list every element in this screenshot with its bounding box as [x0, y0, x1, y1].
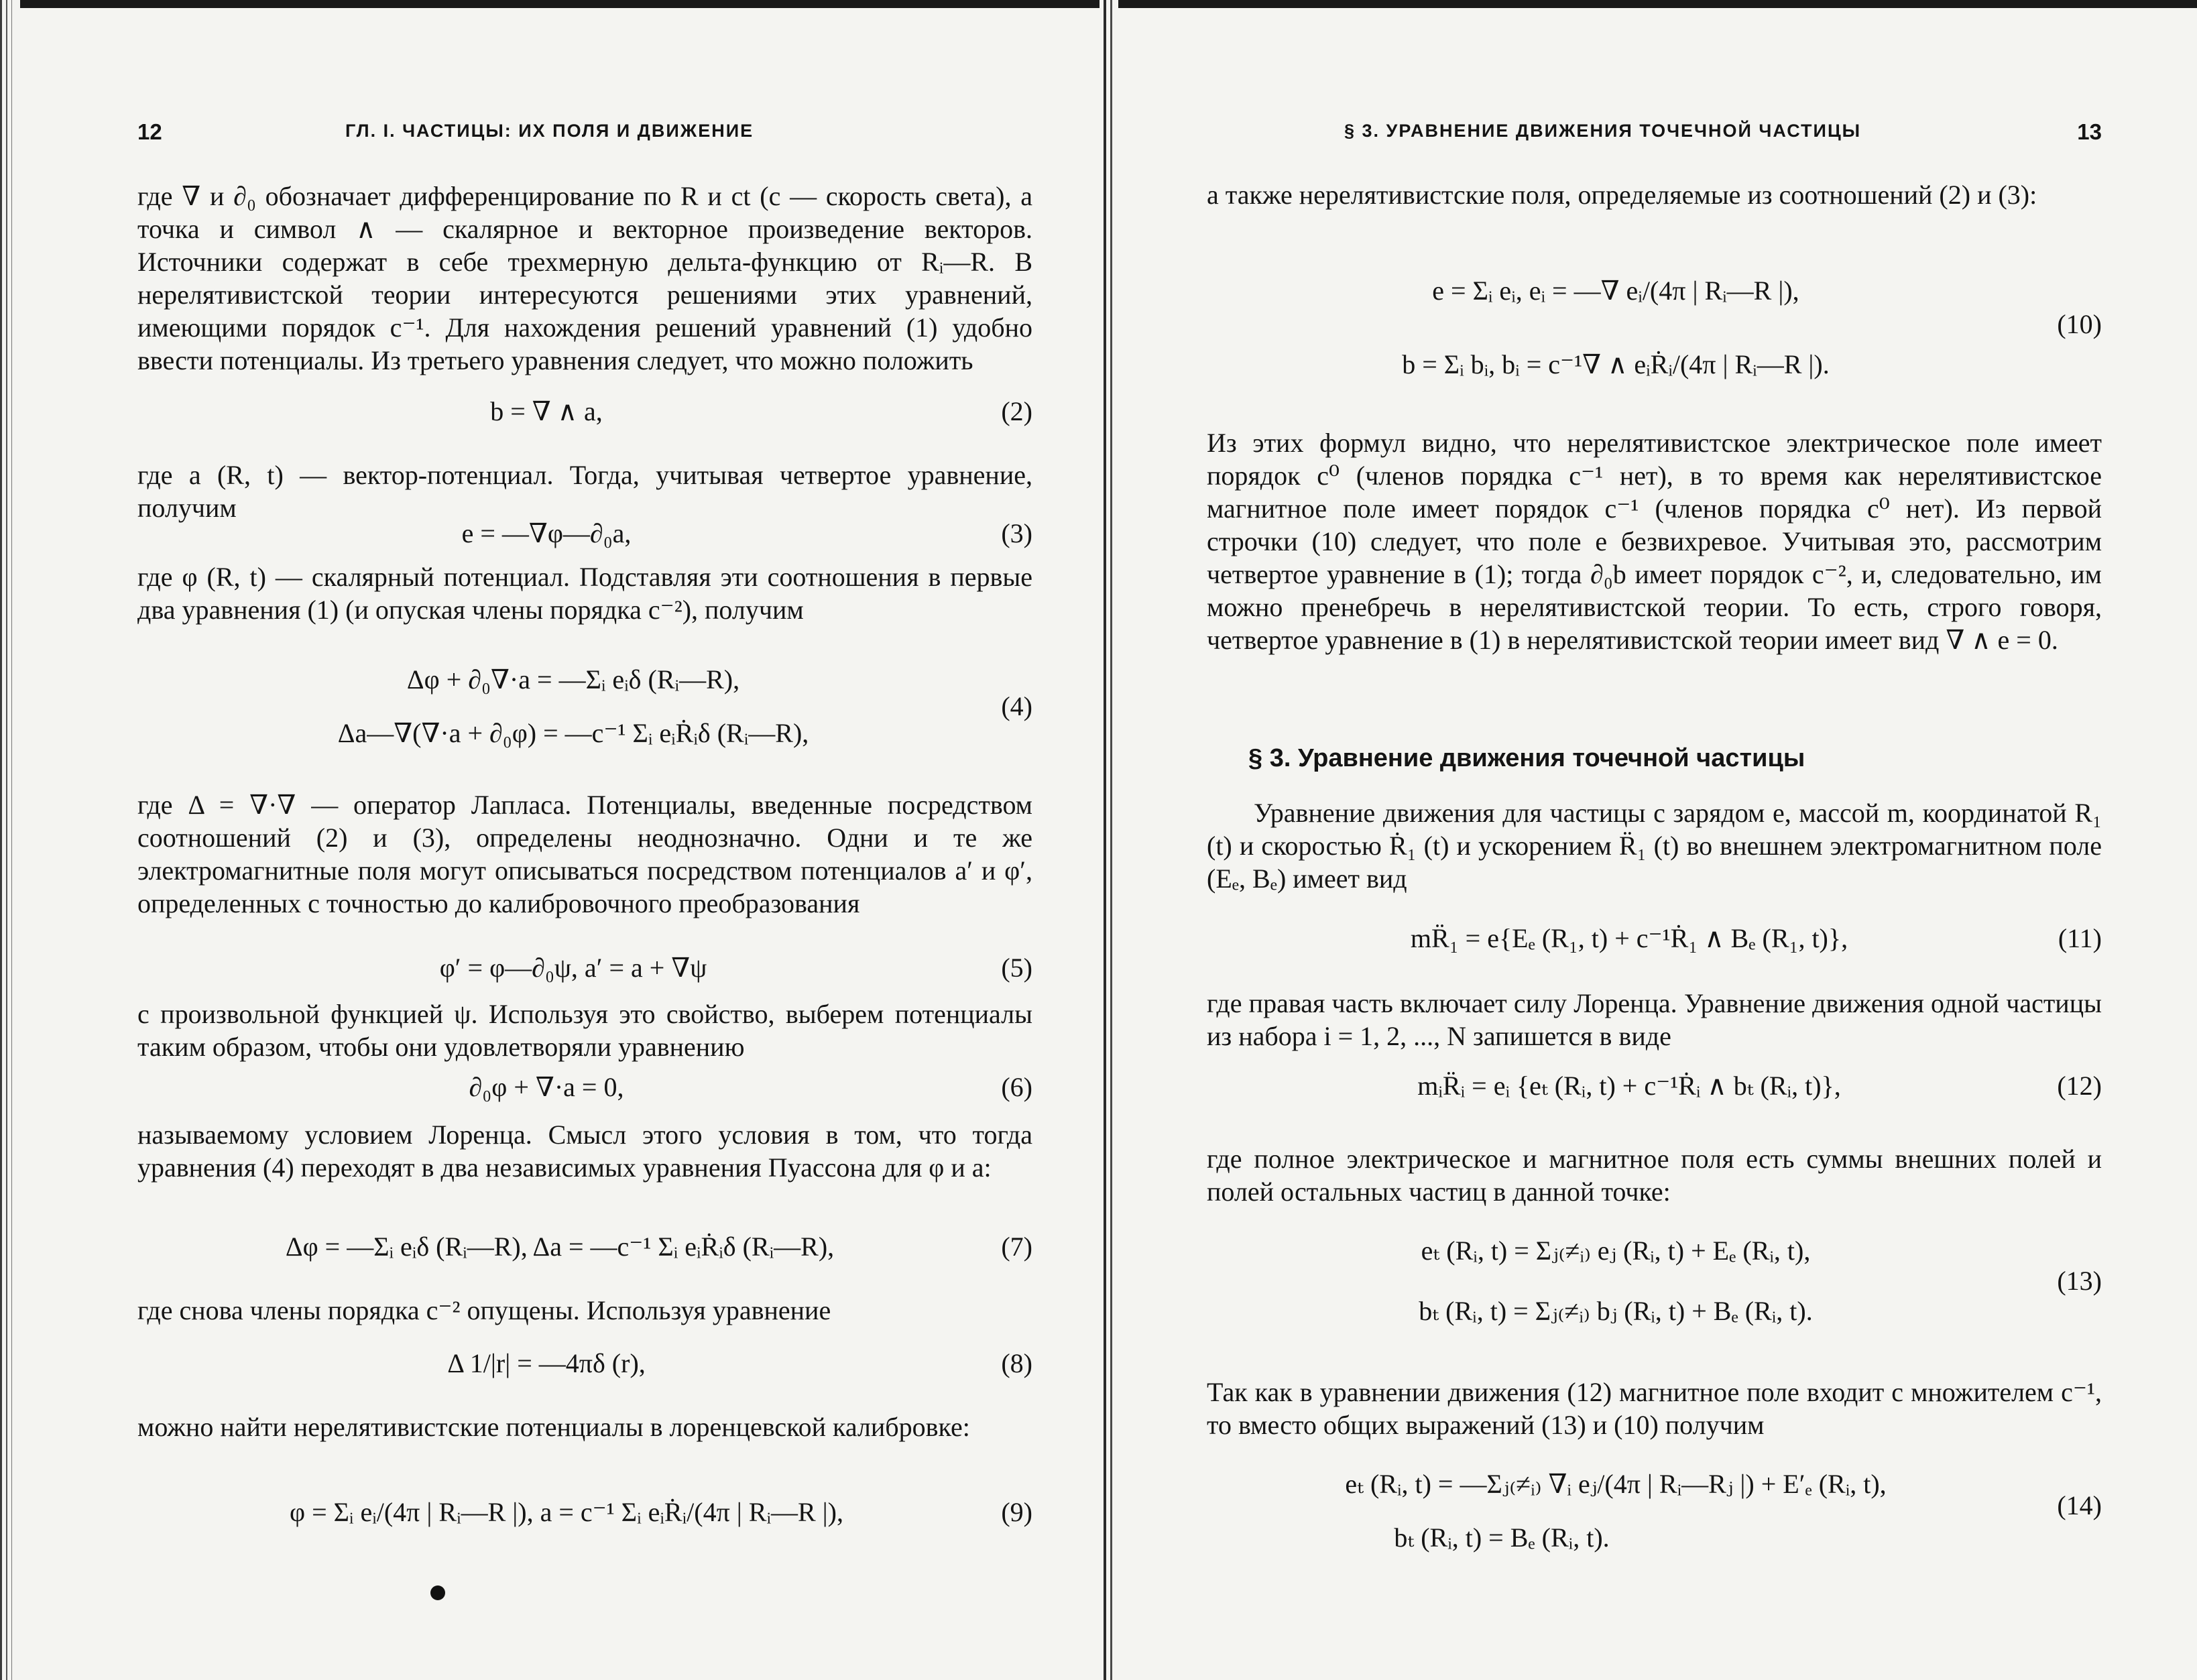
paragraph-text: где Δ = ∇·∇ — оператор Лапласа. Потенциалы, введенные посредством соотношений (2) и (3), определены неоднозначно. Одни и те же электромагнитные поля могут описываться посредством потенциалов a′ и φ′, определенных с точностью до калибровочного преобразования — [137, 790, 1032, 918]
equation-number: (5) — [1001, 953, 1032, 983]
equation-number: (13) — [2057, 1266, 2102, 1296]
paragraph-text: с произвольной функцией ψ. Используя это свойство, выберем потенциалы таким образом, чтобы они удовлетворяли уравнению — [137, 999, 1032, 1062]
paragraph-text: где правая часть включает силу Лоренца. Уравнение движения одной частицы из набора i = 1, 2, ..., N запишется в виде — [1207, 988, 2102, 1051]
paragraph-text: где снова члены порядка c⁻² опущены. Используя уравнение — [137, 1295, 831, 1325]
equation-number: (11) — [2058, 923, 2102, 953]
chapter-title: ГЛ. I. ЧАСТИЦЫ: ИХ ПОЛЯ И ДВИЖЕНИЕ — [345, 121, 754, 141]
equation-line: eₜ (Rᵢ, t) = Σⱼ₍≠ᵢ₎ eⱼ (Rᵢ, t) + Eₑ (Rᵢ, t), — [1421, 1236, 1811, 1266]
equation-text: ∂₀φ + ∇·a = 0, — [469, 1072, 624, 1102]
equation-line: bₜ (Rᵢ, t) = Σⱼ₍≠ᵢ₎ bⱼ (Rᵢ, t) + Bₑ (Rᵢ, t). — [1419, 1296, 1813, 1326]
scan-left-edge — [0, 0, 20, 1680]
paragraph-text: где φ (R, t) — скалярный потенциал. Подставляя эти соотношения в первые два уравнения (1) (и опуская члены порядка c⁻²), получим — [137, 562, 1032, 625]
paragraph — [137, 788, 1032, 920]
paragraph — [1207, 178, 2102, 211]
equation-number: (8) — [1001, 1348, 1032, 1378]
paragraph — [1207, 796, 2102, 895]
equation-number: (14) — [2057, 1490, 2102, 1520]
equation-text: mᵢR̈ᵢ = eᵢ {eₜ (Rᵢ, t) + c⁻¹Ṙᵢ ∧ bₜ (Rᵢ, t)}, — [1417, 1071, 1841, 1101]
paragraph — [137, 1118, 1032, 1184]
paragraph-body: Уравнение движения для частицы с зарядом e, массой m, координатой R₁ (t) и скоростью Ṙ₁ (t) и ускорением R̈₁ (t) во внешнем электромагнитном поле (Eₑ, Bₑ) имеет вид — [1207, 798, 2102, 894]
equation-4 — [137, 664, 1032, 751]
page-number: 12 — [137, 119, 162, 144]
paragraph — [137, 459, 1032, 524]
equation-text: e = —∇φ—∂₀a, — [461, 518, 632, 548]
paragraph-text: а также нерелятивистские поля, определяемые из соотношений (2) и (3): — [1207, 180, 2037, 210]
paragraph — [137, 560, 1032, 626]
equation-number: (6) — [1001, 1072, 1032, 1102]
left-page — [137, 0, 1032, 1680]
equation-line: eₜ (Rᵢ, t) = —Σⱼ₍≠ᵢ₎ ∇ᵢ eⱼ/(4π | Rᵢ—Rⱼ |) + E′ₑ (Rᵢ, t), — [1345, 1469, 1887, 1499]
left-running-head — [137, 119, 1032, 153]
paragraph-text: где полное электрическое и магнитное поля есть суммы внешних полей и полей остальных частиц в данной точке: — [1207, 1144, 2102, 1207]
equation-number: (4) — [1001, 691, 1032, 721]
equation-line: b = Σᵢ bᵢ, bᵢ = c⁻¹∇ ∧ eᵢṘᵢ/(4π | Rᵢ—R |). — [1402, 349, 1830, 379]
equation-number: (10) — [2057, 309, 2102, 339]
equation-number: (12) — [2057, 1071, 2102, 1101]
paragraph — [1207, 987, 2102, 1053]
paragraph-text: где a (R, t) — вектор-потенциал. Тогда, учитывая четвертое уравнение, получим — [137, 460, 1032, 523]
paragraph — [1207, 426, 2102, 656]
equation-13 — [1207, 1228, 2102, 1349]
paragraph-text: Из этих формул видно, что нерелятивистское электрическое поле имеет порядок c⁰ (членов порядка c⁻¹ нет), в то время как нерелятивистское магнитное поле имеет порядок c⁻¹ (членов порядка c⁰ нет). Из первой строчки (10) следует, что поле e безвихревое. Учитывая это, рассмотрим четвертое уравнение в (1); тогда ∂₀b имеет порядок c⁻², и, следовательно, им можно пренебречь в нерелятивистской теории. То есть, строго говоря, четвертое уравнение в (1) в нерелятивистской теории имеет вид ∇ ∧ e = 0. — [1207, 428, 2102, 655]
equation-text: Δφ = —Σᵢ eᵢδ (Rᵢ—R), Δa = —c⁻¹ Σᵢ eᵢṘᵢδ (Rᵢ—R), — [285, 1232, 835, 1262]
paragraph-text: можно найти нерелятивистские потенциалы в лоренцевской калибровке: — [137, 1412, 970, 1442]
paragraph-text: Так как в уравнении движения (12) магнитное поле входит с множителем c⁻¹, то вместо общих выражений (13) и (10) получим — [1207, 1377, 2102, 1440]
equation-line: Δa—∇(∇·a + ∂₀φ) = —c⁻¹ Σᵢ eᵢṘᵢδ (Rᵢ—R), — [337, 718, 809, 748]
equation-text: φ = Σᵢ eᵢ/(4π | Rᵢ—R |), a = c⁻¹ Σᵢ eᵢṘᵢ/(4π | Rᵢ—R |), — [289, 1497, 843, 1527]
equation-number: (7) — [1001, 1232, 1032, 1262]
equation-number: (9) — [1001, 1497, 1032, 1527]
equation-10 — [1207, 268, 2102, 402]
paragraph — [137, 1411, 1032, 1443]
equation-line: bₜ (Rᵢ, t) = Bₑ (Rᵢ, t). — [1394, 1522, 1610, 1553]
equation-line: Δφ + ∂₀∇·a = —Σᵢ eᵢδ (Rᵢ—R), — [406, 664, 740, 695]
equation-text: b = ∇ ∧ a, — [490, 396, 603, 426]
section-heading: § 3. Уравнение движения точечной частицы — [1248, 744, 1805, 772]
equation-text: Δ 1/|r| = —4πδ (r), — [447, 1348, 646, 1378]
right-running-head — [1207, 119, 2102, 153]
page-number: 13 — [2077, 119, 2102, 144]
paragraph — [137, 1294, 1032, 1327]
right-page — [1207, 0, 2102, 1680]
equation-text: φ′ = φ—∂₀ψ, a′ = a + ∇ψ — [439, 953, 707, 983]
paragraph — [137, 180, 1032, 377]
book-gutter — [1100, 0, 1118, 1680]
ink-blot — [430, 1585, 445, 1600]
paragraph — [1207, 1142, 2102, 1208]
section-title: § 3. УРАВНЕНИЕ ДВИЖЕНИЯ ТОЧЕЧНОЙ ЧАСТИЦЫ — [1344, 121, 1862, 141]
paragraph — [1207, 1376, 2102, 1441]
paragraph-text: где ∇ и ∂₀ обозначает дифференцирование по R и ct (c — скорость света), а точка и символ ∧ — скалярное и векторное произведение векторов. Источники содержат в себе трехмерную дельта-функцию от Rᵢ—R. В нерелятивистской теории интересуются решениями этих уравнений, имеющими порядок c⁻¹. Для нахождения решений уравнений (1) удобно ввести потенциалы. Из третьего уравнения следует, что можно положить — [137, 181, 1032, 375]
paragraph — [137, 998, 1032, 1063]
paragraph-text — [1207, 796, 2102, 895]
paragraph-text: называемому условием Лоренца. Смысл этого условия в том, что тогда уравнения (4) переходят в два независимых уравнения Пуассона для φ и a: — [137, 1120, 1032, 1183]
equation-number: (3) — [1001, 518, 1032, 548]
equation-line: e = Σᵢ eᵢ, eᵢ = —∇ eᵢ/(4π | Rᵢ—R |), — [1432, 276, 1799, 306]
equation-text: mR̈₁ = e{Eₑ (R₁, t) + c⁻¹Ṙ₁ ∧ Bₑ (R₁, t)}, — [1410, 923, 1848, 953]
equation-number: (2) — [1001, 396, 1032, 426]
equation-14 — [1207, 1461, 2102, 1562]
